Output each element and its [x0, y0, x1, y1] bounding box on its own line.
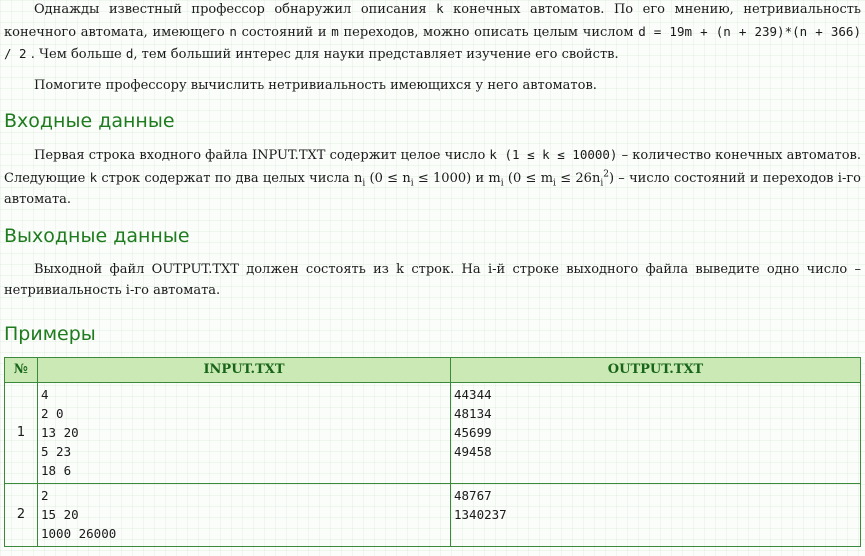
example-num: 2 — [5, 483, 38, 546]
example-input-cell — [38, 483, 451, 546]
example-num: 1 — [5, 382, 38, 483]
col-header-input: INPUT.TXT — [38, 357, 451, 382]
text: . Чем больше — [26, 47, 126, 62]
var-k: k — [89, 169, 98, 185]
text: состояний и — [236, 24, 332, 40]
table-row — [5, 483, 861, 546]
input-file-name: INPUT.TXT — [251, 148, 326, 163]
text: конечных автоматов. По его мнению, нетривиальность конечного автомата, имеющего — [4, 2, 861, 40]
input-paragraph — [4, 144, 861, 211]
col-header-output: OUTPUT.TXT — [451, 357, 861, 382]
var-n: n — [591, 170, 601, 186]
table-row — [5, 382, 861, 483]
text: ≤ 1000) и — [413, 170, 489, 186]
example-input: 4 2 0 13 20 5 23 18 6 — [41, 386, 79, 478]
text: строк. На — [404, 261, 488, 277]
var-n: n — [353, 170, 363, 186]
subscript-i: i — [553, 178, 556, 189]
text: строк содержат по два целых числа — [97, 170, 354, 186]
input-heading: Входные данные — [4, 110, 175, 132]
example-input: 2 15 20 1000 26000 — [41, 487, 117, 541]
k-constraint: k (1 ≤ k ≤ 10000) — [489, 147, 618, 162]
text: Первая строка входного файла — [34, 148, 252, 163]
example-input-cell — [38, 382, 451, 483]
subscript-i: i — [362, 178, 366, 189]
var-k: k — [436, 1, 444, 16]
table-header-row — [5, 357, 861, 382]
intro-paragraph-1 — [4, 0, 861, 66]
var-i: i — [487, 261, 493, 277]
text: , тем больший интерес для науки представляет изучение его свойств. — [133, 47, 619, 62]
example-output-cell — [451, 382, 861, 483]
text: -го автомата. — [129, 283, 221, 298]
text: Однажды известный профессор обнаружил описания — [34, 2, 437, 17]
text: – количество конечных автоматов. Следующие — [4, 148, 862, 186]
var-n: n — [402, 170, 411, 186]
var-k: k — [396, 261, 405, 277]
output-paragraph — [4, 259, 861, 302]
superscript-2: 2 — [603, 169, 609, 180]
var-m: m — [540, 170, 554, 186]
var-m: m — [488, 170, 501, 186]
example-output: 48767 1340237 — [454, 487, 507, 522]
var-i: i — [125, 283, 130, 298]
example-output-cell — [451, 483, 861, 546]
subscript-i: i — [410, 178, 414, 189]
example-output: 44344 48134 45699 49458 — [454, 386, 492, 459]
var-d: d — [125, 46, 134, 61]
output-heading: Выходные данные — [4, 224, 190, 247]
output-file-name: OUTPUT.TXT — [151, 261, 239, 277]
col-header-num: № — [5, 357, 38, 382]
text: содержит целое число — [325, 148, 490, 163]
var-i: i — [837, 170, 842, 186]
text: (0 ≤ — [365, 170, 403, 186]
text: -го автомата. — [4, 170, 861, 207]
text: -й строке выходного файла выведите одно число – нетривиальность — [4, 261, 861, 298]
var-n: n — [229, 23, 237, 39]
text: переходов, можно описать целым числом — [338, 24, 639, 40]
intro-paragraph-2: Помогите профессору вычислить нетривиальность имеющихся у него автоматов. — [34, 77, 597, 93]
formula: d = 19m + (n + 239)*(n + 366) / 2 — [4, 23, 861, 61]
examples-heading: Примеры — [4, 322, 96, 345]
examples-table — [4, 357, 861, 547]
text: Выходной файл — [34, 261, 152, 277]
subscript-i: i — [500, 178, 504, 189]
text: ≤ 26 — [555, 170, 592, 186]
subscript-i: i — [600, 178, 604, 189]
text: должен состоять из — [238, 261, 397, 277]
var-m: m — [331, 23, 339, 39]
text: ) – число состояний и переходов — [608, 170, 838, 186]
text: (0 ≤ — [503, 170, 541, 186]
